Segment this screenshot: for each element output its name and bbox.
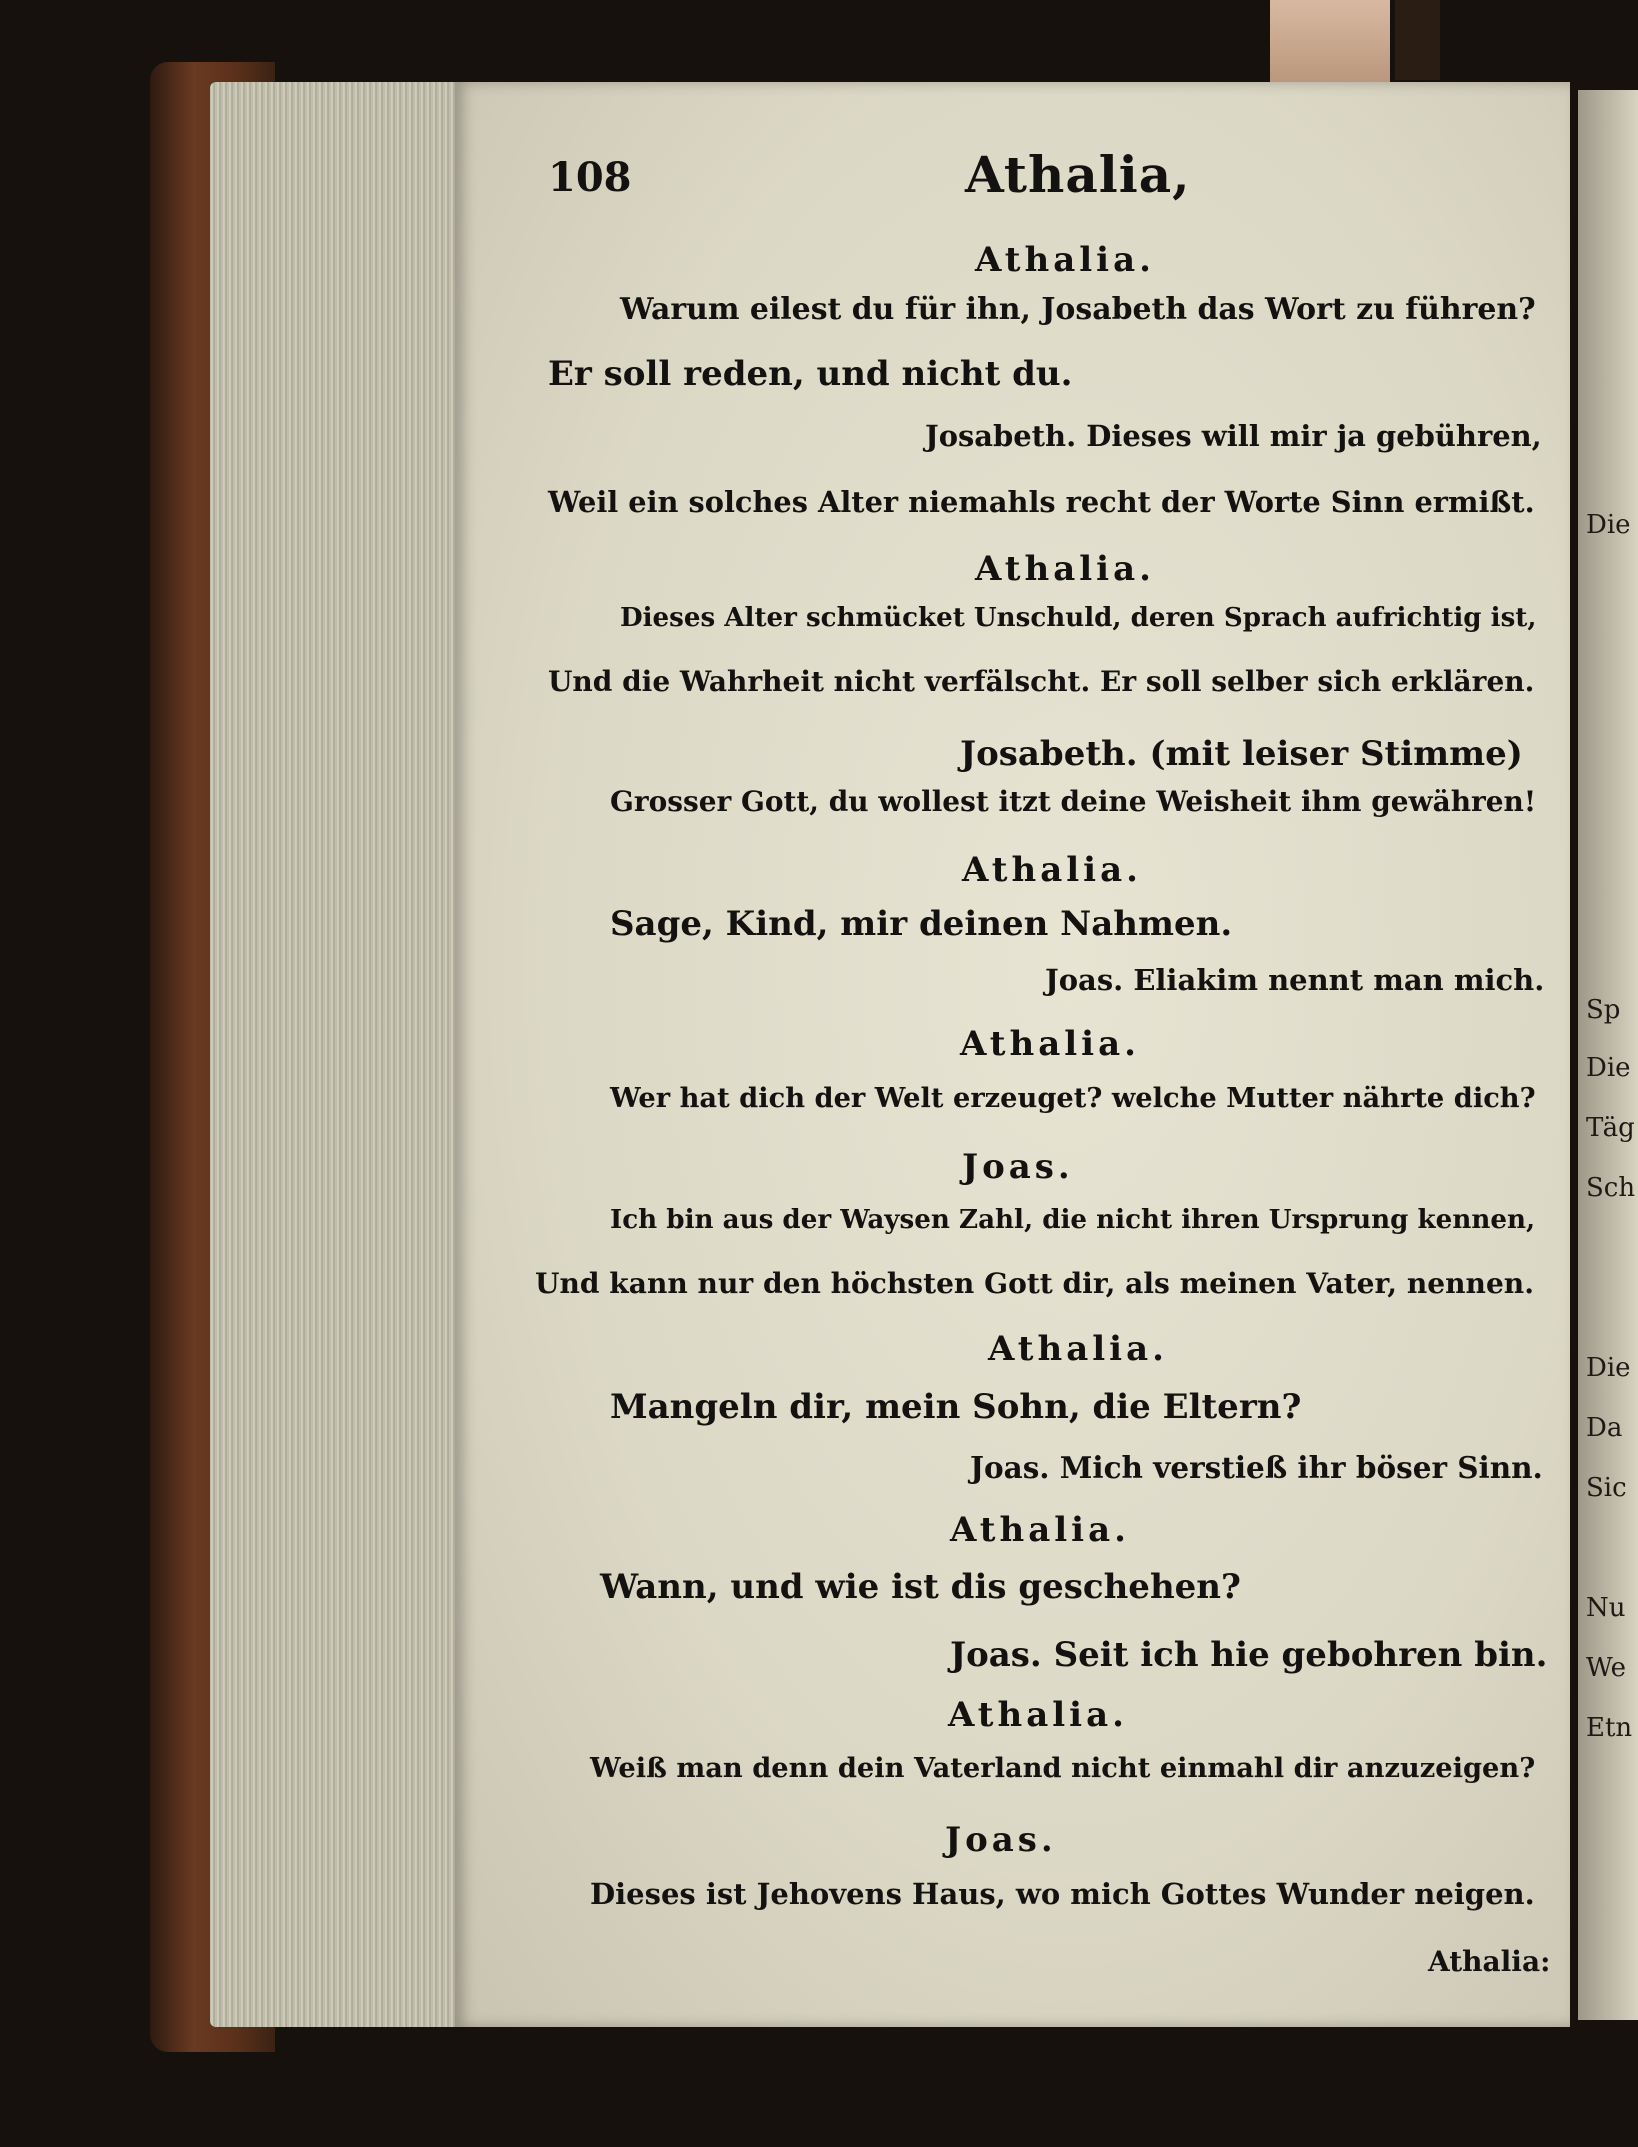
facing-fragment: Nu <box>1586 1593 1626 1623</box>
verse-line: Dieses Alter schmücket Unschuld, deren Sprach aufrichtig ist, <box>620 602 1537 633</box>
verse-line: Joas. Seit ich hie gebohren bin. <box>950 1635 1548 1675</box>
page-number: 108 <box>548 154 632 201</box>
verse-line: Josabeth. (mit leiser Stimme) <box>960 734 1523 774</box>
verse-line: Und kann nur den höchsten Gott dir, als meinen Vater, nennen. <box>535 1267 1534 1300</box>
page-edges <box>210 82 455 2027</box>
bookmark-tab <box>1270 0 1390 95</box>
speaker-heading: Athalia. <box>962 850 1142 890</box>
verse-line: Dieses ist Jehovens Haus, wo mich Gottes Wunder neigen. <box>590 1877 1535 1911</box>
verse-line: Und die Wahrheit nicht verfälscht. Er soll selber sich erklären. <box>548 665 1535 698</box>
facing-fragment: Die <box>1586 1053 1631 1083</box>
verse-line: Wer hat dich der Welt erzeuget? welche Mutter nährte dich? <box>610 1082 1536 1114</box>
catchword: Athalia: <box>1428 1945 1551 1978</box>
facing-fragment: Sic <box>1586 1473 1627 1503</box>
speaker-heading: Joas. <box>945 1820 1057 1860</box>
speaker-heading: Athalia. <box>950 1510 1130 1550</box>
dark-tab <box>1395 0 1440 80</box>
verse-line: Mangeln dir, mein Sohn, die Eltern? <box>610 1387 1302 1427</box>
facing-fragment: We <box>1586 1653 1626 1683</box>
speaker-heading: Athalia. <box>975 549 1155 589</box>
facing-fragment: Sp <box>1586 995 1621 1025</box>
facing-fragment: Täg <box>1586 1113 1635 1143</box>
speaker-heading: Joas. <box>962 1147 1074 1187</box>
verse-line: Sage, Kind, mir deinen Nahmen. <box>610 904 1233 944</box>
verse-line: Ich bin aus der Waysen Zahl, die nicht ihren Ursprung kennen, <box>610 1204 1536 1235</box>
verse-line: Joas. Eliakim nennt man mich. <box>1045 963 1545 997</box>
verse-line: Warum eilest du für ihn, Josabeth das Wort zu führen? <box>620 292 1536 327</box>
verse-line: Wann, und wie ist dis geschehen? <box>600 1567 1241 1607</box>
speaker-heading: Athalia. <box>988 1329 1168 1369</box>
verse-line: Er soll reden, und nicht du. <box>548 354 1073 394</box>
verse-line: Weil ein solches Alter niemahls recht der Worte Sinn ermißt. <box>548 485 1535 519</box>
facing-fragment: Die <box>1586 1353 1631 1383</box>
speaker-heading: Athalia. <box>975 240 1155 280</box>
facing-page <box>1578 90 1638 2020</box>
speaker-heading: Athalia. <box>960 1024 1140 1064</box>
verse-line: Joas. Mich verstieß ihr böser Sinn. <box>970 1450 1543 1485</box>
facing-fragment: Sch <box>1586 1173 1636 1203</box>
verse-line: Weiß man denn dein Vaterland nicht einmahl dir anzuzeigen? <box>590 1752 1536 1784</box>
facing-fragment: Da <box>1586 1413 1623 1443</box>
facing-fragment: Etn <box>1586 1713 1633 1743</box>
verse-line: Grosser Gott, du wollest itzt deine Weisheit ihm gewähren! <box>610 785 1537 818</box>
verse-line: Josabeth. Dieses will mir ja gebühren, <box>925 419 1542 453</box>
running-title: Athalia, <box>965 145 1191 204</box>
facing-fragment: Die <box>1586 510 1631 540</box>
speaker-heading: Athalia. <box>948 1695 1128 1735</box>
